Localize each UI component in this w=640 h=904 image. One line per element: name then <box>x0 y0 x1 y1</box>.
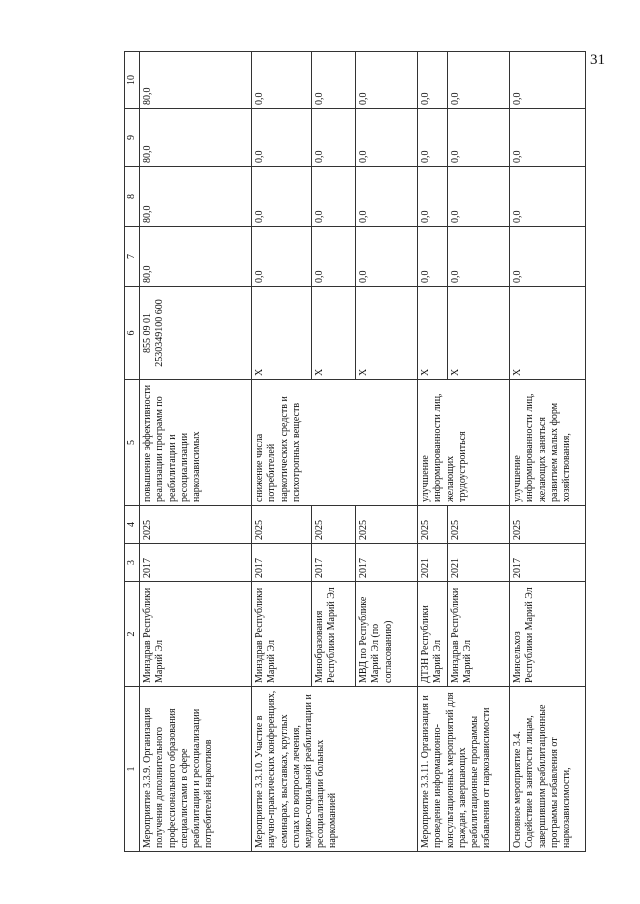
header-row <box>125 52 140 852</box>
table-cell: Минздрав Республики Марий Эл <box>252 582 312 687</box>
table-cell: 2025 <box>418 506 448 544</box>
table-cell: улучшение информированности лиц, желающих трудоустроиться <box>418 380 510 506</box>
table-cell: 2025 <box>510 506 586 544</box>
table-cell: 2017 <box>312 544 356 582</box>
table-cell: 0,0 <box>356 227 418 287</box>
table-cell: 0,0 <box>448 167 510 227</box>
table-cell: 2025 <box>140 506 252 544</box>
table-cell: Минздрав Республики Марий Эл <box>448 582 510 687</box>
table-cell: 2021 <box>418 544 448 582</box>
table-cell: 0,0 <box>356 52 418 109</box>
table-cell: X <box>448 287 510 380</box>
table-cell: 2017 <box>140 544 252 582</box>
table-cell: Мероприятие 3.3.11. Организация и проведение информационно-консультационных мероприятий для граждан, завершающих реабилитационные программы избавления от наркозависимости <box>418 687 510 852</box>
table-row <box>418 52 448 852</box>
table-cell: 2021 <box>448 544 510 582</box>
cell-text: Мероприятие 3.3.10. Участие в научно-практических конференциях, семинарах, выставках, круглых столах по вопросам лечения, медико-социальной реабилитации <box>254 690 314 848</box>
program-table <box>124 51 586 852</box>
table-cell: Минобразования Республики Марий Эл <box>312 582 356 687</box>
table-cell: 2025 <box>356 506 418 544</box>
table-cell: улучшение информированности лиц, желающих заняться развитием малых форм хозяйствования, <box>510 380 586 506</box>
table-cell: 80,0 <box>140 109 252 167</box>
table-cell: 0,0 <box>510 52 586 109</box>
header-cell: 7 <box>125 227 140 287</box>
table-cell: 0,0 <box>252 227 312 287</box>
header-cell: 1 <box>125 687 140 852</box>
table-cell: 0,0 <box>510 167 586 227</box>
table-cell: 0,0 <box>418 167 448 227</box>
table-cell: 80,0 <box>140 227 252 287</box>
table-cell: 0,0 <box>418 109 448 167</box>
table-cell: Минздрав Республики Марий Эл <box>140 582 252 687</box>
table-cell: 2017 <box>510 544 586 582</box>
table-cell: 0,0 <box>510 227 586 287</box>
header-cell: 9 <box>125 109 140 167</box>
table-cell: 80,0 <box>140 52 252 109</box>
table-cell: ДТЗН Республики Марий Эл <box>418 582 448 687</box>
table-cell: 0,0 <box>252 109 312 167</box>
table-cell: 0,0 <box>356 109 418 167</box>
table-cell: X <box>312 287 356 380</box>
table-row <box>510 52 586 852</box>
header-cell: 5 <box>125 380 140 506</box>
table-cell: МВД по Республике Марий Эл (по согласованию) <box>356 582 418 687</box>
rotated-table-container <box>124 52 640 852</box>
table-cell: Минсельхоз Республики Марий Эл <box>510 582 586 687</box>
table-cell: 0,0 <box>312 167 356 227</box>
table-cell: 0,0 <box>252 167 312 227</box>
table-row <box>140 52 252 852</box>
table-cell: снижение числа потребителей наркотических средств и психотропных веществ <box>252 380 418 506</box>
table-cell: 855 09 01 2530349100 600 <box>140 287 252 380</box>
table-cell <box>252 687 418 852</box>
header-cell: 8 <box>125 167 140 227</box>
table-cell: 0,0 <box>418 227 448 287</box>
table-cell: Мероприятие 3.3.9. Организация получения дополнительного профессионального образования специалистами в сфере реабилитации и ресоциализации потребителей наркотиков <box>140 687 252 852</box>
header-cell: 4 <box>125 506 140 544</box>
table-cell: 0,0 <box>510 109 586 167</box>
table-cell: 2025 <box>448 506 510 544</box>
table-cell: 0,0 <box>448 227 510 287</box>
table-cell: повышение эффективности реализации программ по реабилитации и ресоциализации наркозависимых <box>140 380 252 506</box>
table-cell: 0,0 <box>448 109 510 167</box>
header-cell: 10 <box>125 52 140 109</box>
table-cell: 2017 <box>252 544 312 582</box>
header-cell: 3 <box>125 544 140 582</box>
table-cell: 0,0 <box>312 227 356 287</box>
table-cell: 80,0 <box>140 167 252 227</box>
table-cell: X <box>418 287 448 380</box>
header-cell: 2 <box>125 582 140 687</box>
table-cell: X <box>356 287 418 380</box>
cell-text: и ресоциализации больных наркоманией <box>302 694 339 848</box>
table-cell: 0,0 <box>312 109 356 167</box>
table-cell: 0,0 <box>312 52 356 109</box>
table-cell: 0,0 <box>418 52 448 109</box>
table-cell: X <box>510 287 586 380</box>
table-cell: 2025 <box>312 506 356 544</box>
table-cell: 2025 <box>252 506 312 544</box>
table-cell: 2017 <box>356 544 418 582</box>
table-cell: 0,0 <box>356 167 418 227</box>
table-cell: 0,0 <box>252 52 312 109</box>
header-cell: 6 <box>125 287 140 380</box>
table-cell: X <box>252 287 312 380</box>
table-row <box>252 52 312 852</box>
page-number: 31 <box>590 52 605 68</box>
table-cell: Основное мероприятие 3.4. Содействие в занятости лицам, завершившим реабилитационные программы избавления от наркозависимости, <box>510 687 586 852</box>
table-cell: 0,0 <box>448 52 510 109</box>
